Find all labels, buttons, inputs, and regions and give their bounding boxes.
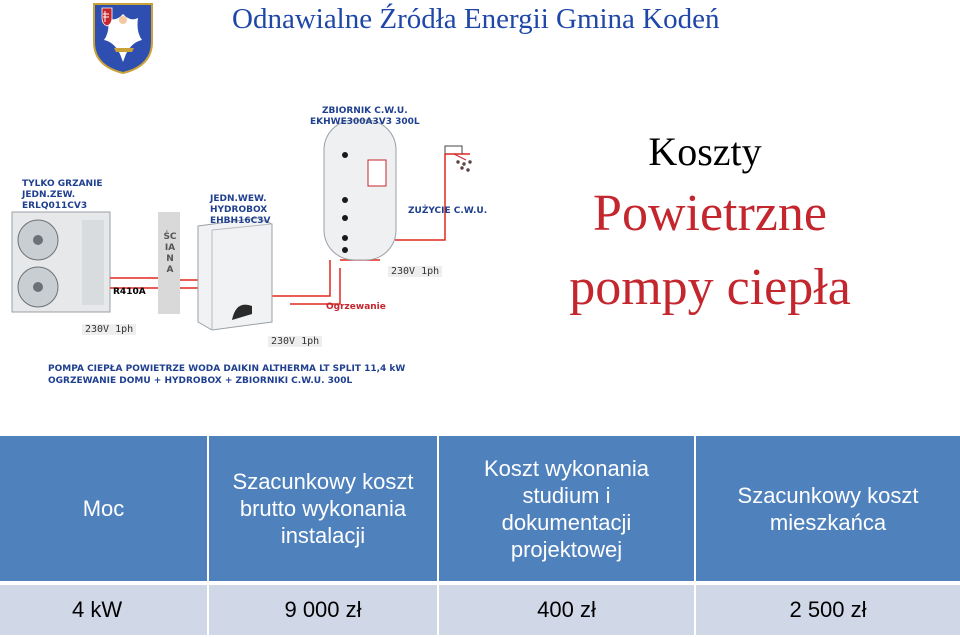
diagram-graphics [0, 100, 520, 400]
header-cell-study-cost: Koszt wykonania studium i dokumentacji projektowej [439, 436, 694, 581]
costs-label: Koszty [648, 129, 762, 174]
caption-power: 11,4 kW [364, 364, 406, 374]
header-title: Odnawialne Źródła Energii Gmina Kodeń [232, 3, 720, 35]
power-label-outdoor: 230V 1ph [82, 324, 136, 335]
hydrobox-icon [198, 218, 272, 330]
caption-line2: OGRZEWANIE DOMU + HYDROBOX + ZBIORNIKI C.W.U. 300L [48, 376, 353, 386]
slide-title-line2: pompy ciepła [569, 259, 851, 316]
power-label-indoor: 230V 1ph [268, 336, 322, 347]
table-cell-resident-cost: 2 500 zł [696, 585, 960, 635]
coat-of-arms-logo [92, 2, 154, 74]
table-cell-power: 4 kW [0, 585, 207, 635]
wall-label: ŚCIANA [163, 232, 177, 275]
header-cell-power: Moc [0, 436, 207, 581]
outdoor-unit-label-line: TYLKO GRZANIE [22, 179, 103, 189]
caption-line1 [48, 363, 405, 375]
cost-table [0, 436, 960, 637]
header-cell-resident-cost: Szacunkowy koszt mieszkańca [696, 436, 960, 581]
indoor-unit-label-line: HYDROBOX [210, 205, 268, 215]
indoor-unit-label [210, 194, 270, 227]
refrigerant-label: R410A [113, 287, 146, 297]
water-tank-icon [324, 120, 396, 260]
tank-label [310, 106, 420, 128]
tank-label-line: ZBIORNIK C.W.U. [321, 106, 408, 116]
table-cell-study-cost: 400 zł [439, 585, 694, 635]
caption-text: POMPA CIEPŁA POWIETRZE WODA DAIKIN ALTHERMA LT SPLIT [48, 364, 361, 374]
header-cell-gross-cost: Szacunkowy koszt brutto wykonania instalacji [209, 436, 437, 581]
tank-label-line: EKHWE300A3V3 300L [310, 117, 420, 127]
outdoor-unit-label-line: JEDN.ZEW. [22, 190, 76, 200]
outdoor-unit-icon [12, 212, 110, 312]
outdoor-unit-label [22, 179, 103, 212]
table-cell-gross-cost: 9 000 zł [209, 585, 437, 635]
shower-icon [445, 146, 471, 171]
usage-label: ZUŻYCIE C.W.U. [408, 206, 488, 216]
heat-pump-diagram [0, 100, 520, 400]
indoor-unit-label-line: EHBH16C3V [210, 216, 271, 226]
diagram-caption [48, 363, 405, 387]
indoor-unit-label-line: JEDN.WEW. [210, 194, 267, 204]
outdoor-unit-label-line: ERLQ011CV3 [22, 201, 88, 211]
slide-title-line1: Powietrzne [593, 185, 827, 242]
power-label-tank: 230V 1ph [388, 266, 442, 277]
heating-label: Ogrzewanie [326, 302, 386, 312]
